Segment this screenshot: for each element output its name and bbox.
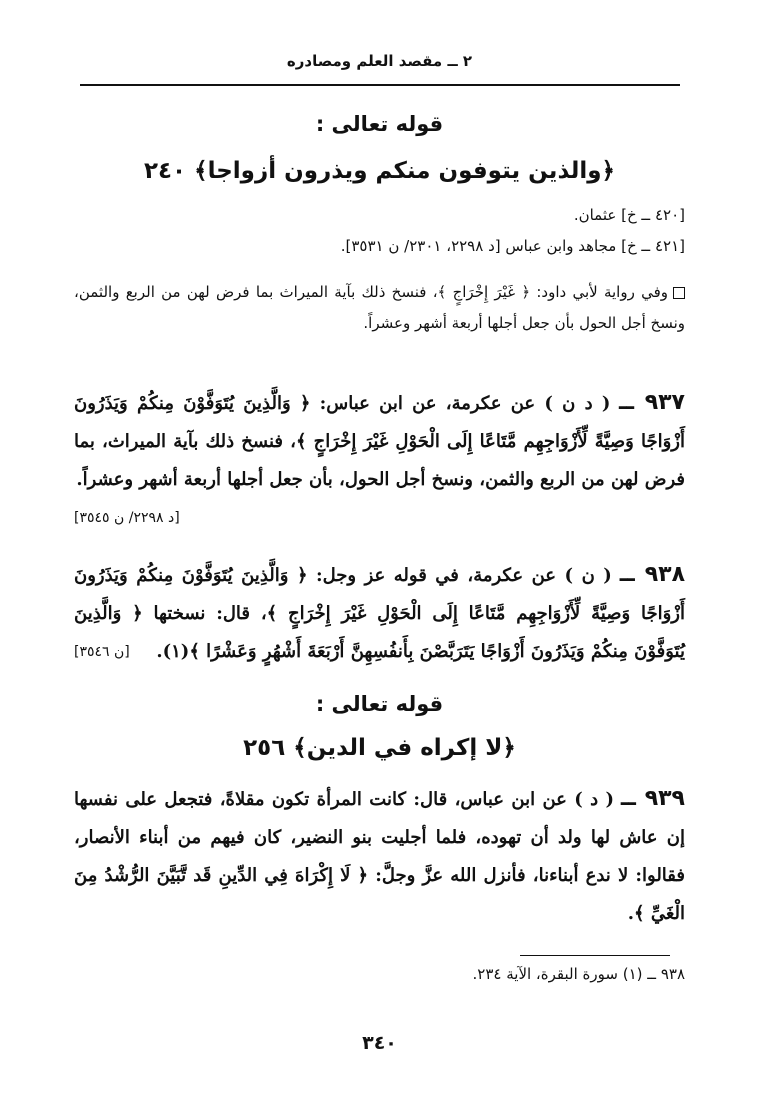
narrator-line-420: [٤٢٠ ــ خ] عثمان. (573, 206, 685, 224)
hadith-reference: [ن ٣٥٤٦] (74, 644, 130, 660)
square-bullet-icon (673, 287, 685, 299)
narrator-lines (74, 200, 685, 262)
hadith-number: ٩٣٨ ــ (619, 562, 686, 587)
hadith-reference: [د ٢٢٩٨/ ن ٣٥٤٥] (74, 510, 180, 526)
abu-dawud-note-text: وفي رواية لأبي داود: ﴿ غَيْرَ إِخْرَاجٍ ﴾، فنسخ ذلك بآية الميراث بما فرض لهن من الربع والثمن، ونسخ أجل الحول بأن جعل أجلها أربعة أشهر وعشراً. (74, 283, 685, 332)
section-heading-2: قوله تعالى : (315, 692, 444, 716)
hadith-number: ٩٣٩ ــ (620, 786, 685, 811)
footnote: ٩٣٨ ــ (١) سورة البقرة، الآية ٢٣٤. (472, 965, 685, 983)
section-heading-1: قوله تعالى : (315, 112, 444, 136)
hadith-939 (74, 780, 685, 933)
hadith-text: ( د ) عن ابن عباس، قال: كانت المرأة تكون مقلاةً، فتجعل على نفسها إن عاش لها ولد أن تهوده، فلما أجليت بنو النضير، كان فيهم من أبناء الأنصار، فقالوا: لا ندع أبناءنا، فأنزل الله عزَّ وجلَّ: ﴿ لَا إِكْرَاهَ فِي الدِّينِ قَد تَّبَيَّنَ الرُّشْدُ مِنَ الْغَيِّ ﴾. (74, 789, 685, 924)
header-rule (80, 84, 680, 86)
page-number: ٣٤٠ (362, 1032, 397, 1054)
running-head: ٢ ــ مقصد العلم ومصادره (286, 52, 473, 70)
hadith-text: ( ن ) عن عكرمة، في قوله عز وجل: ﴿ وَالَّذِينَ يُتَوَفَّوْنَ مِنكُمْ وَيَذَرُونَ أَزْوَاجًا وَصِيَّةً لِّأَزْوَاجِهِم مَّتَاعًا إِلَى الْحَوْلِ غَيْرَ إِخْرَاجٍ ﴾، قال: نسختها ﴿ وَالَّذِينَ يُتَوَفَّوْنَ مِنكُمْ وَيَذَرُونَ أَزْوَاجًا يَتَرَبَّصْنَ بِأَنفُسِهِنَّ أَرْبَعَةَ أَشْهُرٍ وَعَشْرًا ﴾(١). (74, 565, 685, 662)
narrator-line-421: [٤٢١ ــ خ] مجاهد وابن عباس [د ٢٢٩٨، ٢٣٠١/ ن ٣٥٣١]. (340, 237, 685, 255)
footnote-rule (520, 955, 670, 956)
section-verse-1: ﴿والذين يتوفون منكم ويذرون أزواجا﴾ ٢٤٠ (143, 158, 616, 184)
abu-dawud-note (74, 277, 685, 339)
section-verse-2: ﴿لا إكراه في الدين﴾ ٢٥٦ (243, 735, 516, 761)
hadith-text: ( د ن ) عن عكرمة، عن ابن عباس: ﴿ وَالَّذِينَ يُتَوَفَّوْنَ مِنكُمْ وَيَذَرُونَ أَزْوَاجًا وَصِيَّةً لِّأَزْوَاجِهِم مَّتَاعًا إِلَى الْحَوْلِ غَيْرَ إِخْرَاجٍ ﴾، فنسخ ذلك بآية الميراث، بما فرض لهن من الربع والثمن، ونسخ أجل الحول، بأن جعل أجلها أربعة أشهر وعشراً. (74, 393, 685, 490)
hadith-938 (74, 556, 685, 671)
hadith-number: ٩٣٧ ــ (619, 390, 685, 415)
hadith-937 (74, 384, 685, 537)
